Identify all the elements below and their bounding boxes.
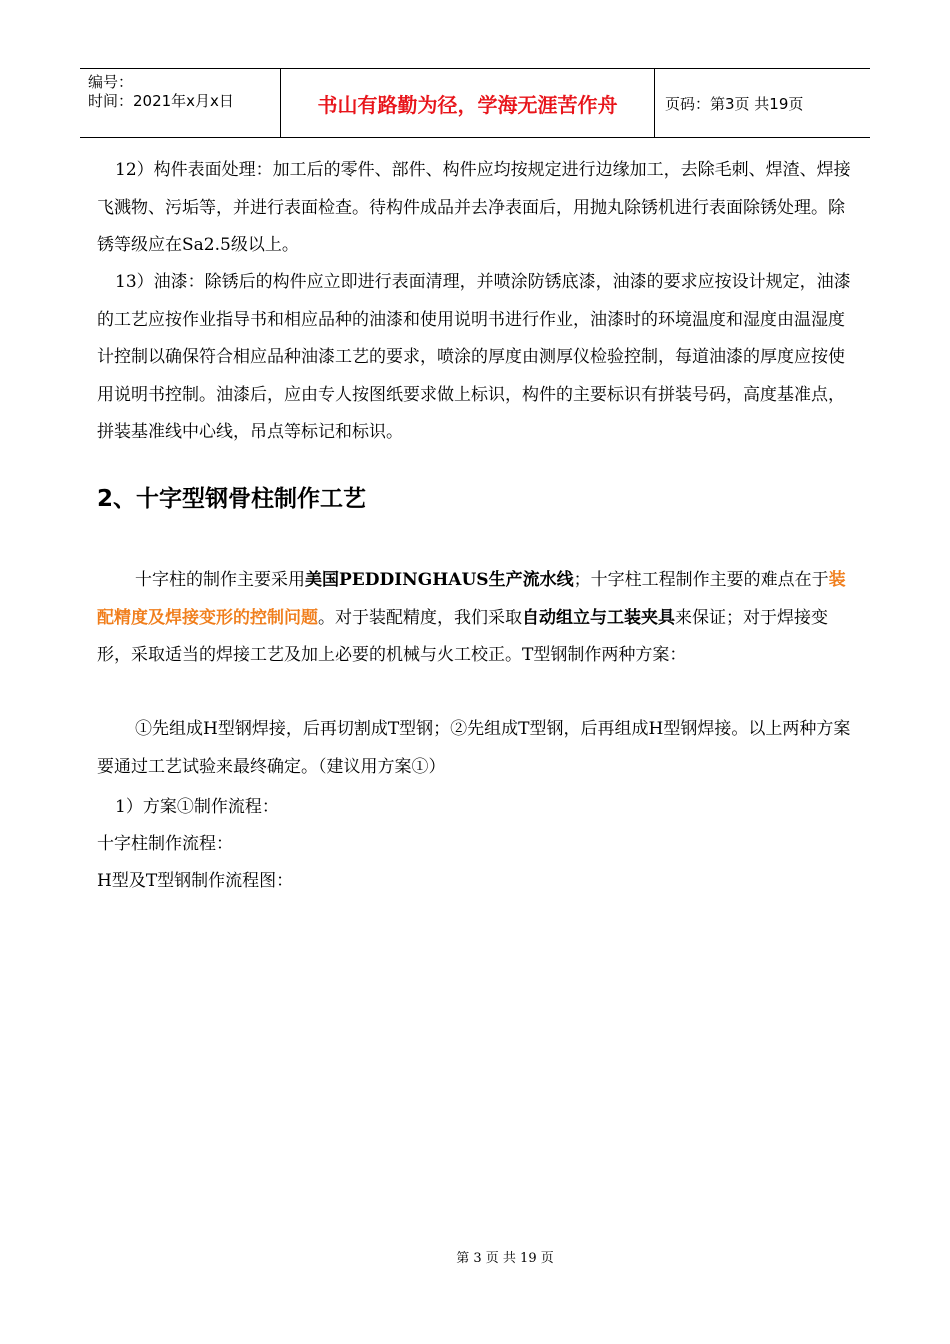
intro-text-e: 。对于装配精度，我们采取 — [318, 607, 522, 628]
header-meta — [80, 69, 281, 137]
flow-step-3: H型及T型钢制作流程图： — [97, 871, 294, 891]
header-motto: 书山有路勤为径，学海无涯苦作舟 — [281, 69, 655, 137]
paragraph-options: ①先组成H型钢焊接，后再切割成T型钢；②先组成T型钢，后再组成H型钢焊接。以上两种方案要通过工艺试验来最终确定。（建议用方案①） — [97, 719, 851, 777]
header-page-info: 页码：第3页 共19页 — [665, 94, 804, 113]
paragraph-intro — [97, 562, 857, 675]
intro-difficulty: 装配精度及焊接变形的控制问题 — [97, 570, 846, 628]
intro-text-a: 十字柱的制作主要采用 — [135, 570, 305, 590]
page-header — [80, 68, 870, 138]
number-label: 编号： — [88, 73, 134, 91]
intro-method: 自动组立与工装夹具 — [522, 607, 675, 628]
page-footer: 第 3 页 共 19 页 — [456, 1251, 554, 1266]
intro-text-c: ；十字柱工程制作主要的难点在于 — [573, 570, 829, 590]
flow-step-2: 十字柱制作流程： — [97, 834, 233, 854]
flow-step-1: 1）方案①制作流程： — [115, 797, 279, 817]
section-heading: 2、十字型钢骨柱制作工艺 — [97, 486, 367, 512]
intro-line-name: 美国PEDDINGHAUS生产流水线 — [305, 570, 574, 590]
paragraph-painting: 13）油漆：除锈后的构件应立即进行表面清理，并喷涂防锈底漆，油漆的要求应按设计规定，油漆的工艺应按作业指导书和相应品种的油漆和使用说明书进行作业，油漆时的环境温度和湿度由温湿度计控制以确保符合相应品种油漆工艺的要求，喷涂的厚度由测厚仪检验控制，每道油漆的厚度应按使用说明书控制。油漆后，应由专人按图纸要求做上标识，构件的主要标识有拼装号码，高度基准点，拼装基准线中心线，吊点等标记和标识。 — [97, 272, 851, 442]
intro-text-g: 来保证；对于焊接变形，采取适当的焊接工艺及加上必要的机械与火工校正。T型钢制作两种方案： — [97, 607, 828, 665]
time-label: 时间：2021年x月x日 — [88, 92, 234, 110]
paragraph-surface-treatment: 12）构件表面处理：加工后的零件、部件、构件应均按规定进行边缘加工，去除毛刺、焊渣、焊接飞溅物、污垢等，并进行表面检查。待构件成品并去净表面后，用抛丸除锈机进行表面除锈处理。除锈等级应在Sa2.5级以上。 — [97, 160, 851, 255]
